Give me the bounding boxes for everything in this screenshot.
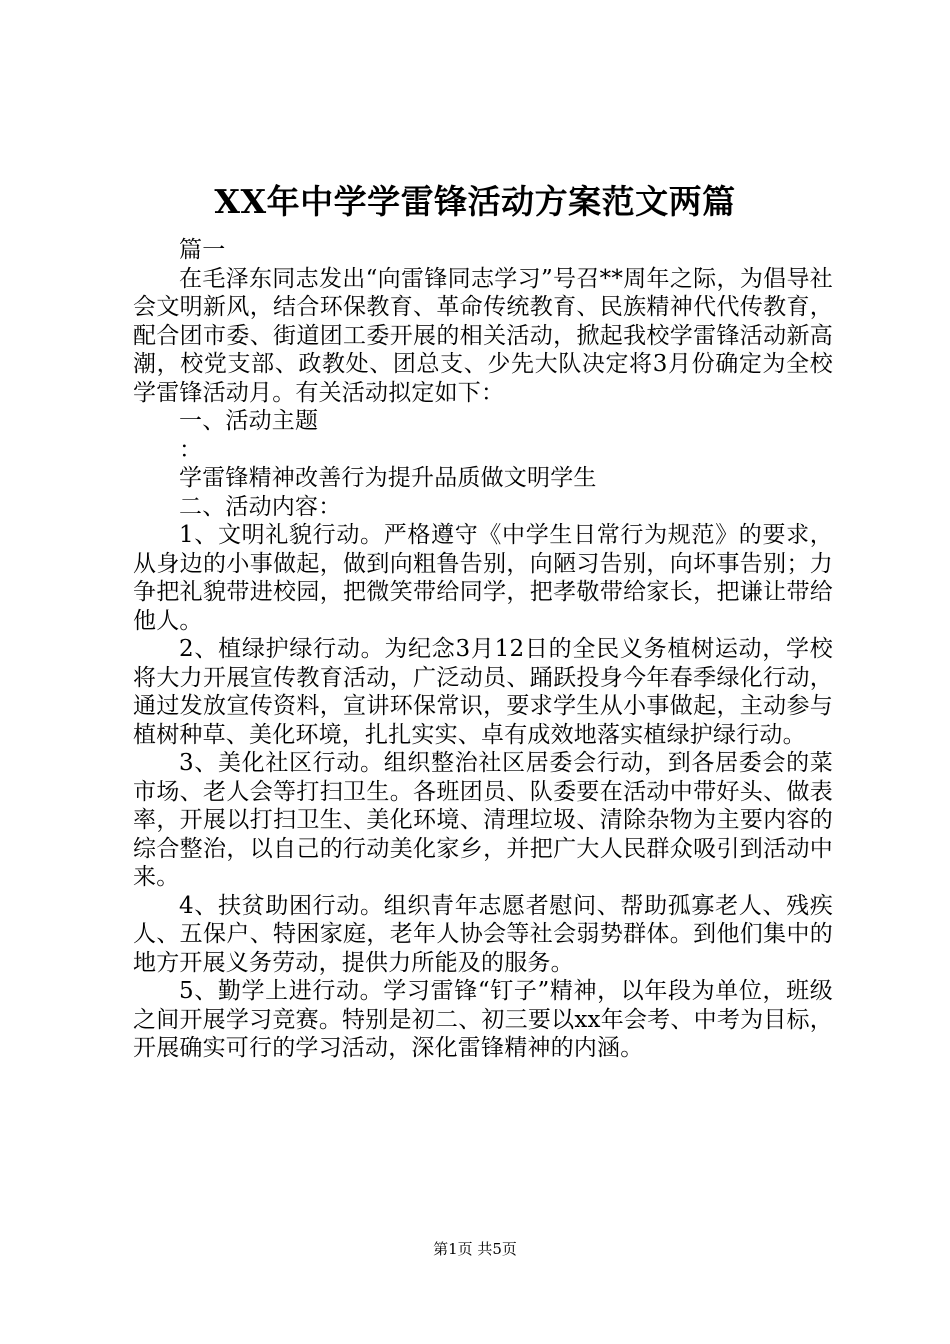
- section-heading-part-one: 篇一: [179, 237, 226, 263]
- theme-text: 学雷锋精神改善行为提升品质做文明学生: [179, 465, 597, 491]
- document-body: [133, 236, 833, 1063]
- activity-item-4: 4、扶贫助困行动。组织青年志愿者慰问、帮助孤寡老人、残疾人、五保户、特困家庭，老年人协会等社会弱势群体。到他们集中的地方开展义务劳动，提供力所能及的服务。: [133, 892, 833, 976]
- section-heading-content: 二、活动内容：: [179, 493, 342, 520]
- activity-item-1: 1、文明礼貌行动。严格遵守《中学生日常行为规范》的要求，从身边的小事做起，做到向粗鲁告别，向陋习告别，向坏事告别；力争把礼貌带进校园，把微笑带给同学，把孝敬带给家长，把谦让带给他人。: [133, 522, 833, 634]
- activity-item-2: 2、植绿护绿行动。为纪念3月12日的全民义务植树运动，学校将大力开展宣传教育活动，广泛动员、踊跃投身今年春季绿化行动，通过发放宣传资料，宣讲环保常识，要求学生从小事做起，主动参与植树种草、美化环境，扎扎实实、卓有成效地落实植绿护绿行动。: [133, 636, 833, 748]
- page-footer: 第1页 共5页: [433, 1240, 517, 1258]
- activity-item-3: 3、美化社区行动。组织整治社区居委会行动，到各居委会的菜市场、老人会等打扫卫生。各班团员、队委要在活动中带好头、做表率，开展以打扫卫生、美化环境、清理垃圾、清除杂物为主要内容的综合整治，以自己的行动美化家乡，并把广大人民群众吸引到活动中来。: [133, 750, 833, 890]
- document-title: XX年中学学雷锋活动方案范文两篇: [214, 182, 736, 221]
- activity-item-5: 5、勤学上进行动。学习雷锋“钉子”精神，以年段为单位，班级之间开展学习竞赛。特别是初二、初三要以xx年会考、中考为目标，开展确实可行的学习活动，深化雷锋精神的内涵。: [133, 978, 833, 1061]
- section-heading-theme: 一、活动主题: [179, 408, 319, 434]
- colon-line: ：: [179, 436, 203, 463]
- intro-paragraph: 在毛泽东同志发出“向雷锋同志学习”号召**周年之际，为倡导社会文明新风，结合环保教育、革命传统教育、民族精神代代传教育，配合团市委、街道团工委开展的相关活动，掀起我校学雷锋活动新高潮，校党支部、政教处、团总支、少先大队决定将3月份确定为全校学雷锋活动月。有关活动拟定如下：: [133, 265, 833, 406]
